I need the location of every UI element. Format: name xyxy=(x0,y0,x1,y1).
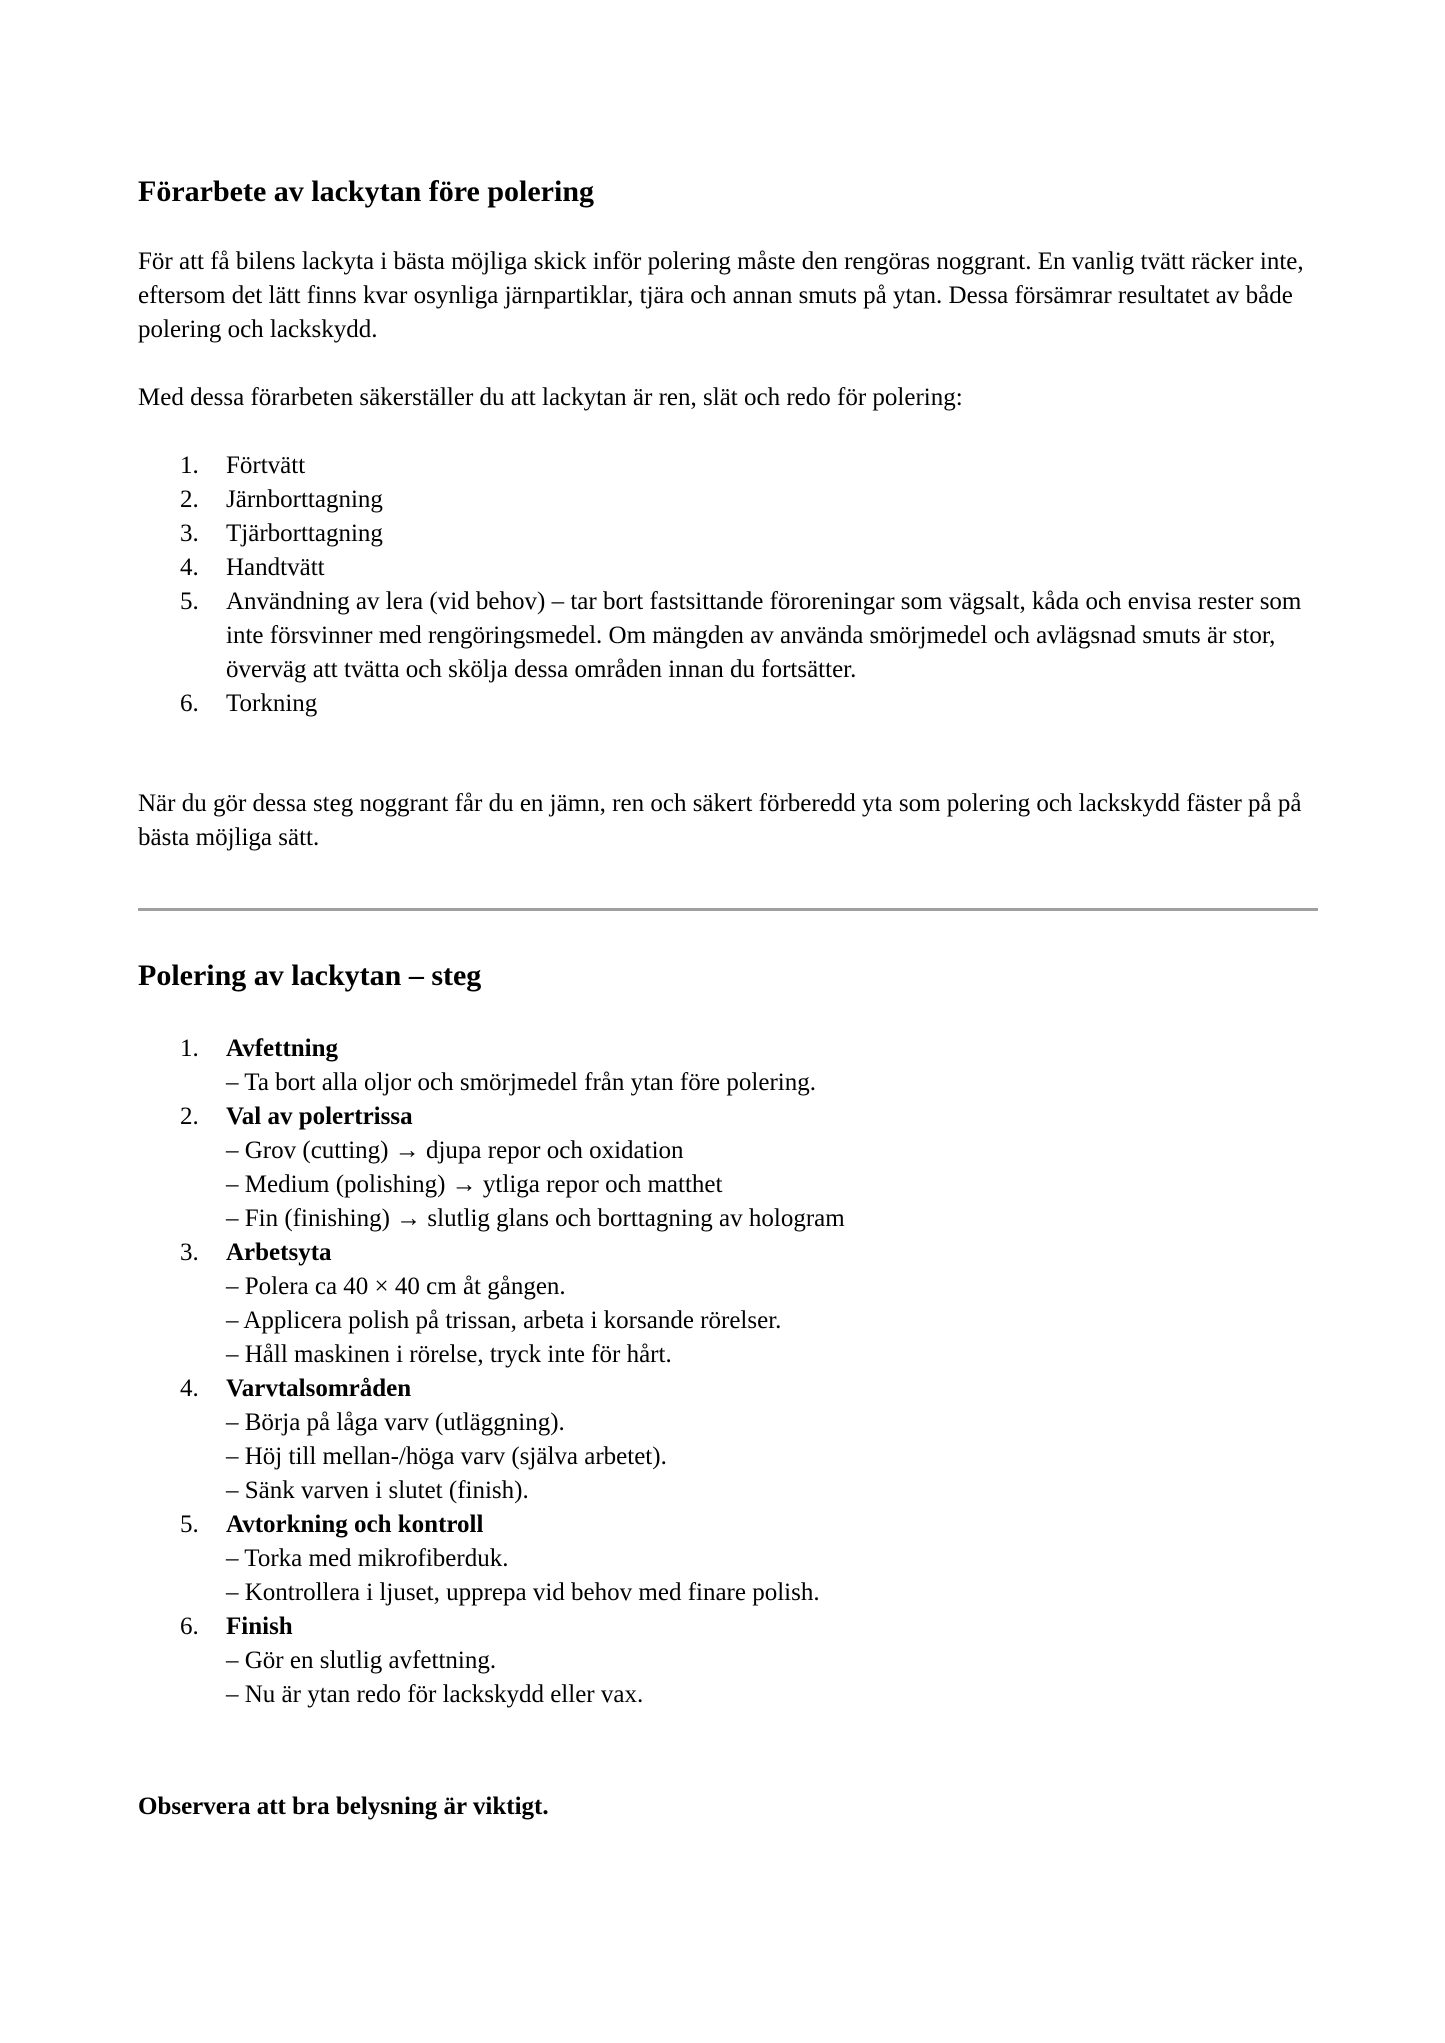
section2-heading: Polering av lackytan – steg xyxy=(138,959,482,992)
list-item: 3. Tjärborttagning xyxy=(180,520,383,547)
section1-lead: Med dessa förarbeten säkerställer du att lackytan är ren, slät och redo för polering: xyxy=(138,384,963,411)
list-item: 2. Val av polertrissa – Grov (cutting) → djupa repor och oxidation – Medium (polishing) → ytliga repor och matthet – Fin (finishing) → slutlig glans och borttagning av hologram xyxy=(180,1103,845,1232)
section1-intro: För att få bilens lackyta i bästa möjliga skick inför polering måste den rengöras noggrant. En vanlig tvätt räcker inte, eftersom det lätt finns kvar osynliga järnpartiklar, tjära och annan smuts på ytan. Dessa försämrar resultatet av både polering och lackskydd. xyxy=(138,248,1304,343)
section1-closing: När du gör dessa steg noggrant får du en jämn, ren och säkert förberedd yta som polering och lackskydd fäster på på bästa möjliga sätt. xyxy=(138,790,1302,851)
section1-heading: Förarbete av lackytan före polering xyxy=(138,175,595,208)
list-item: 1. Avfettning – Ta bort alla oljor och smörjmedel från ytan före polering. xyxy=(180,1035,816,1096)
list-item: 6. Torkning xyxy=(180,690,318,717)
section-divider xyxy=(138,908,1318,911)
list-item: 6. Finish – Gör en slutlig avfettning. – Nu är ytan redo för lackskydd eller vax. xyxy=(180,1613,644,1708)
prep-steps-list xyxy=(138,449,1318,721)
list-item: 1. Förtvätt xyxy=(180,452,306,479)
list-item: 2. Järnborttagning xyxy=(180,486,383,513)
list-item: 4. Handtvätt xyxy=(180,554,325,581)
polish-steps-list xyxy=(138,1032,1318,1712)
list-item: 3. Arbetsyta – Polera ca 40 × 40 cm åt gången. – Applicera polish på trissan, arbeta i korsande rörelser. – Håll maskinen i rörelse, tryck inte för hårt. xyxy=(180,1239,782,1368)
list-item: 5. Avtorkning och kontroll – Torka med mikrofiberduk. – Kontrollera i ljuset, upprepa vid behov med finare polish. xyxy=(180,1511,820,1606)
list-item: 4. Varvtalsområden – Börja på låga varv (utläggning). – Höj till mellan-/höga varv (själva arbetet). – Sänk varven i slutet (finish). xyxy=(180,1375,667,1504)
list-item: 5. Användning av lera (vid behov) – tar bort fastsittande föroreningar som vägsalt, kåda och envisa rester som inte försvinner med rengöringsmedel. Om mängden av använda smörjmedel och avlägsnad smuts är stor, överväg att tvätta och skölja dessa områden innan du fortsätter. xyxy=(180,588,1302,683)
lighting-note: Observera att bra belysning är viktigt. xyxy=(138,1793,549,1820)
